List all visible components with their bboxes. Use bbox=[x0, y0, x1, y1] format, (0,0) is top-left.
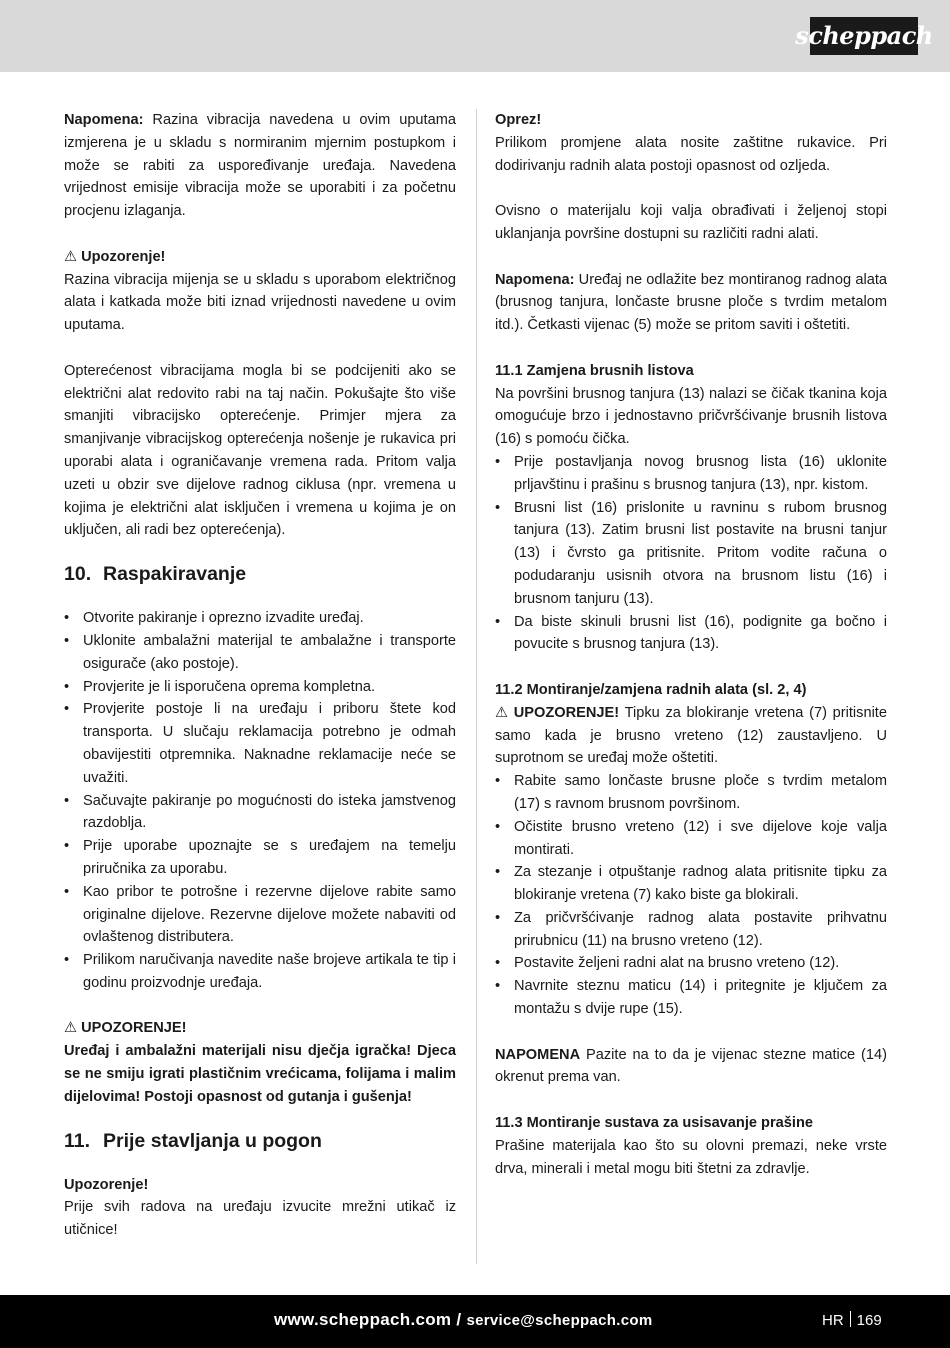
warning-title: UPOZORENJE! bbox=[81, 1020, 187, 1037]
list-item: • Provjerite je li isporučena oprema kompletna. bbox=[64, 676, 456, 699]
list-item: • Prije postavljanja novog brusnog lista (16) uklonite prljavštinu i prašinu s brusnog tanjura (13), npr. kistom. bbox=[495, 451, 887, 497]
caution-title: Oprez! bbox=[495, 112, 542, 128]
napomena-label: NAPOMENA bbox=[495, 1046, 581, 1063]
warning-label: UPOZORENJE! bbox=[513, 704, 620, 721]
warning-title: Upozorenje! bbox=[64, 1176, 149, 1193]
brand-logo: scheppach bbox=[810, 17, 918, 55]
footer-contact bbox=[274, 1309, 652, 1333]
section-title: Raspakiravanje bbox=[103, 563, 247, 586]
list-item: • Uklonite ambalažni materijal te ambalažne i transporte osigurače (ako postoje). bbox=[64, 630, 456, 676]
website-link[interactable]: www.scheppach.com bbox=[274, 1310, 452, 1329]
note-label: Napomena: bbox=[495, 271, 575, 288]
note-label: Napomena: bbox=[64, 112, 144, 128]
warning-triangle-icon: ⚠ bbox=[495, 704, 510, 721]
note-text: Uređaj ne odlažite bez montiranog radnog alata (brusnog tanjura, lončaste brusne ploče s tvrdim metalom itd.). Četkasti vijenac (5) može se pritom saviti i oštetiti. bbox=[495, 271, 887, 334]
subsection-heading-11-1: 11.1 Zamjena brusnih listova bbox=[495, 362, 694, 379]
list-item: • Prije uporabe upoznajte se s uređajem na temelju priručnika za uporabu. bbox=[64, 835, 456, 881]
right-column bbox=[495, 109, 887, 1180]
section-heading-10 bbox=[64, 561, 456, 587]
list-item: • Da biste skinuli brusni list (16), podignite ga bočno i povucite s brusnog tanjura (13). bbox=[495, 611, 887, 657]
section-title: Prije stavljanja u pogon bbox=[103, 1129, 322, 1152]
list-item: • Prilikom naručivanja navedite naše brojeve artikala te tip i godinu proizvodnje uređaja. bbox=[64, 949, 456, 995]
warning-triangle-icon: ⚠ bbox=[64, 1020, 78, 1037]
unpacking-list bbox=[64, 607, 456, 995]
warning-triangle-icon: ⚠ bbox=[64, 248, 78, 265]
list-item: • Postavite željeni radni alat na brusno vreteno (12). bbox=[495, 952, 887, 975]
napomena-paragraph bbox=[495, 1044, 887, 1090]
section-number: 11. bbox=[64, 1129, 91, 1152]
note-paragraph bbox=[64, 109, 456, 223]
footer-bar bbox=[0, 1295, 950, 1348]
warning-title: Upozorenje! bbox=[81, 248, 166, 265]
list-item: • Kao pribor te potrošne i rezervne dijelove rabite samo originalne dijelove. Rezervne dijelove možete nabaviti od ovlaštenog distributera. bbox=[64, 881, 456, 949]
warning-heading bbox=[64, 1017, 456, 1040]
email-link[interactable]: service@scheppach.com bbox=[466, 1312, 653, 1329]
napomena-text: Pazite na to da je vijenac stezne matice (14) okrenut prema van. bbox=[495, 1046, 887, 1086]
section-number: 10. bbox=[64, 563, 92, 586]
page-separator bbox=[850, 1311, 851, 1327]
footer-slash: / bbox=[451, 1310, 467, 1329]
warning-text: Razina vibracija mijenja se u skladu s uporabom električnog alata i katkada može biti iznad vrijednosti navedene u ovim uputama. bbox=[64, 271, 456, 334]
sanding-sheet-list bbox=[495, 451, 887, 656]
list-item: • Za pričvršćivanje radnog alata postavite prihvatnu prirubnicu (11) na brusno vreteno (12). bbox=[495, 907, 887, 953]
list-item: • Sačuvajte pakiranje po mogućnosti do isteka jamstvenog razdoblja. bbox=[64, 790, 456, 836]
list-item: • Za stezanje i otpuštanje radnog alata pritisnite tipku za blokiranje vretena (7) kako biste ga blokirali. bbox=[495, 861, 887, 907]
subsection-text: Prašine materijala kao što su olovni premazi, neke vrste drva, minerali i metal mogu biti štetni za zdravlje. bbox=[495, 1137, 887, 1177]
left-column bbox=[64, 109, 456, 1242]
warning-text: Uređaj i ambalažni materijali nisu dječja igračka! Djeca se ne smiju igrati plastičnim vrećicama, folijama i malim dijelovima! Postoji opasnost od gutanja i gušenja! bbox=[64, 1043, 456, 1105]
page-indicator bbox=[822, 1310, 882, 1333]
subsection-heading-11-2: 11.2 Montiranje/zamjena radnih alata (sl. 2, 4) bbox=[495, 681, 807, 698]
list-item: • Brusni list (16) prislonite u ravninu s rubom brusnog tanjura (13). Zatim brusni list postavite na brusni tanjur (13) i čvrsto ga pritisnite. Pritom vodite računa o podudaranju usisnih otvora na brusnom listu (16) i brusnom tanjuru (13). bbox=[495, 497, 887, 611]
list-item: • Navrnite steznu maticu (14) i pritegnite je ključem za montažu s dvije rupe (15). bbox=[495, 975, 887, 1021]
warning-heading bbox=[64, 246, 456, 269]
list-item: • Očistite brusno vreteno (12) i sve dijelove koje valja montirati. bbox=[495, 816, 887, 862]
language-code: HR bbox=[822, 1312, 844, 1329]
list-item: • Provjerite postoje li na uređaju i priboru štete kod transporta. U slučaju reklamacija potrebno je odmah obavijestiti otpremnika. Naknadne reklamacije neće se uvažiti. bbox=[64, 698, 456, 789]
subsection-heading-11-3: 11.3 Montiranje sustava za usisavanje prašine bbox=[495, 1115, 813, 1132]
warning-text: Tipku za blokiranje vretena (7) pritisnite samo kada je brusno vreteno (12) zaustavljeno. U suprotnom se uređaj može oštetiti. bbox=[495, 704, 887, 767]
tools-paragraph: Ovisno o materijalu koji valja obrađivati i željenoj stopi uklanjanja površine dostupni su različiti radni alati. bbox=[495, 203, 887, 242]
list-item: • Rabite samo lončaste brusne ploče s tvrdim metalom (17) s ravnom brusnom površinom. bbox=[495, 770, 887, 816]
note-paragraph bbox=[495, 269, 887, 337]
warning-text: Prije svih radova na uređaju izvucite mrežni utikač iz utičnice! bbox=[64, 1199, 456, 1239]
subsection-text: Na površini brusnog tanjura (13) nalazi se čičak tkanina koja omogućuje brzo i jednostavno pričvršćivanje brusnih listova (16) s pomoću čička. bbox=[495, 385, 887, 448]
list-item: • Otvorite pakiranje i oprezno izvadite uređaj. bbox=[64, 607, 456, 630]
warning-paragraph bbox=[495, 702, 887, 770]
tool-mounting-list bbox=[495, 770, 887, 1021]
note-text: Razina vibracija navedena u ovim uputama izmjerena je u skladu s normiranim mjernim postupkom i može se rabiti za uspoređivanje uređaja. Navedena vrijednost emisije vibracija može se uporabiti i za početnu procjenu izlaganja. bbox=[64, 112, 456, 220]
vibration-paragraph: Opterećenost vibracijama mogla bi se podcijeniti ako se električni alat redovito rabi na taj način. Pokušajte što više smanjiti vibracijsko opterećenje. Primjer mjera za smanjivanje vibracijskog opterećenja nošenje je rukavica pri uporabi alata i ograničavanje vremena rada. Pritom valja uzeti u obzir sve dijelove radnog ciklusa (npr. vremena u kojima je električni alat isključen i vremena u kojima je on uključen, ali radi bez opterećenja). bbox=[64, 362, 456, 539]
section-heading-11 bbox=[64, 1128, 456, 1154]
column-divider bbox=[476, 109, 477, 1264]
caution-text: Prilikom promjene alata nosite zaštitne rukavice. Pri dodirivanju radnih alata postoji opasnost od ozljeda. bbox=[495, 134, 887, 174]
page-number: 169 bbox=[856, 1312, 882, 1329]
